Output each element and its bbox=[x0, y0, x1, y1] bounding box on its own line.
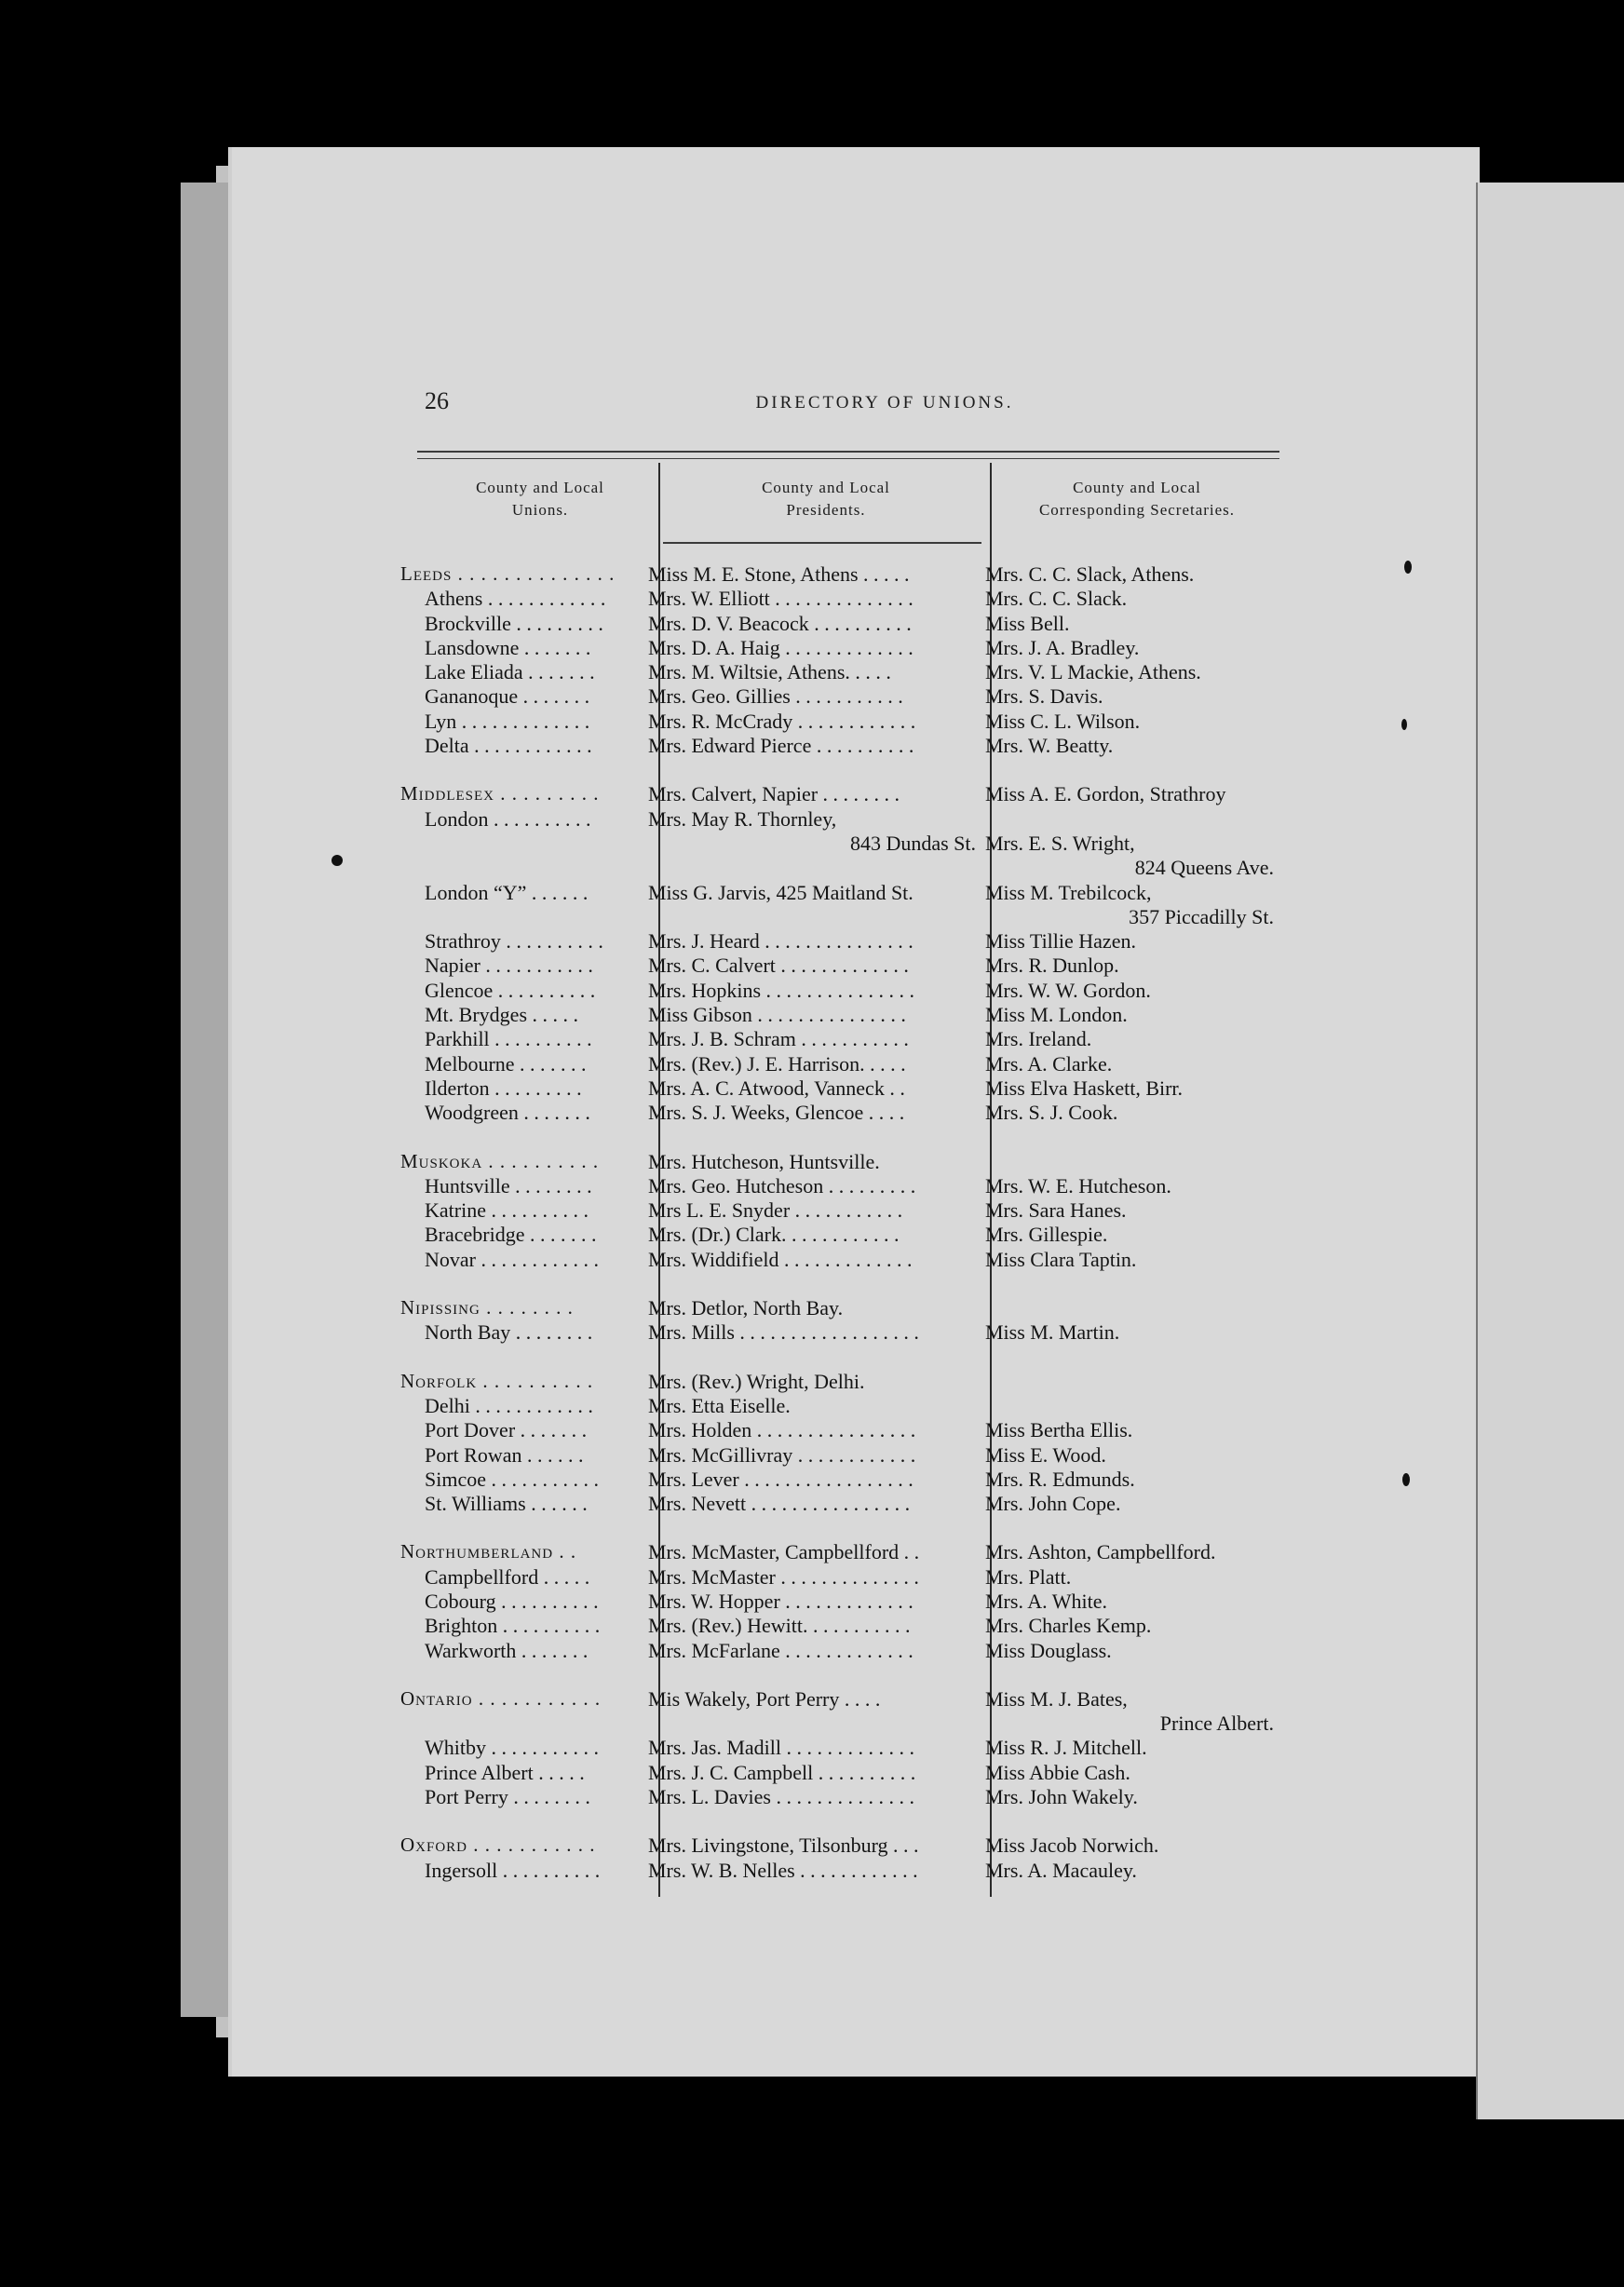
secretary-cell: Miss Clara Taptin. bbox=[985, 1247, 1137, 1271]
table-row bbox=[0, 660, 1624, 684]
column-header-presidents: County and Local Presidents. bbox=[762, 479, 890, 519]
president-cell: Mrs. Geo. Gillies . . . . . . . . . . . bbox=[648, 684, 903, 709]
local-union-cell: Ilderton . . . . . . . . . bbox=[425, 1076, 582, 1100]
secretary-cell: Miss Tillie Hazen. bbox=[985, 929, 1136, 954]
president-cell: Mrs. A. C. Atwood, Vanneck . . bbox=[648, 1076, 905, 1100]
table-row bbox=[0, 1027, 1624, 1051]
local-union-cell: Strathroy . . . . . . . . . . bbox=[425, 929, 603, 954]
secretary-cell: Miss M. Martin. bbox=[985, 1320, 1120, 1345]
table-row bbox=[0, 954, 1624, 978]
president-cell: Mrs. Mills . . . . . . . . . . . . . . . . . . bbox=[648, 1320, 919, 1345]
secretary-cell: Miss M. London. bbox=[985, 1003, 1128, 1027]
secretary-cell: Mrs. S. J. Cook. bbox=[985, 1101, 1118, 1125]
table-row bbox=[0, 856, 1624, 880]
president-cell: Mrs. Etta Eiselle. bbox=[648, 1393, 791, 1417]
president-cell: Mrs. J. B. Schram . . . . . . . . . . . bbox=[648, 1027, 909, 1051]
ink-speck bbox=[1404, 561, 1412, 574]
county-union-cell: Nipissing . . . . . . . . bbox=[400, 1296, 574, 1319]
local-union-cell: Brighton . . . . . . . . . . bbox=[425, 1614, 601, 1638]
secretary-cell: Mrs. A. White. bbox=[985, 1589, 1107, 1613]
secretary-cell: Mrs. John Cope. bbox=[985, 1492, 1121, 1516]
secretary-cell: Miss M. Trebilcock, bbox=[985, 880, 1152, 904]
secretary-cell: Mrs. Platt. bbox=[985, 1564, 1072, 1589]
president-cell: Mrs. Nevett . . . . . . . . . . . . . . . . bbox=[648, 1492, 911, 1516]
president-cell: Mrs. McFarlane . . . . . . . . . . . . . bbox=[648, 1638, 914, 1662]
local-union-cell: Mt. Brydges . . . . . bbox=[425, 1003, 578, 1027]
local-union-cell: Novar . . . . . . . . . . . . bbox=[425, 1247, 599, 1271]
ink-speck bbox=[332, 855, 343, 866]
president-cell: Mrs. (Rev.) J. E. Harrison. . . . . bbox=[648, 1051, 906, 1076]
secretary-cell: Mrs. E. S. Wright, bbox=[985, 831, 1135, 855]
president-cell: Mrs. D. A. Haig . . . . . . . . . . . . . bbox=[648, 635, 914, 659]
county-union-cell: Ontario . . . . . . . . . . . bbox=[400, 1686, 602, 1710]
president-cell: Mrs. W. Hopper . . . . . . . . . . . . . bbox=[648, 1589, 914, 1613]
secretary-cell: Miss Bertha Ellis. bbox=[985, 1418, 1133, 1442]
president-cell: Mrs. W. Elliott . . . . . . . . . . . . . . bbox=[648, 587, 914, 611]
section-gap bbox=[0, 1272, 1624, 1296]
president-cell: Mrs. D. V. Beacock . . . . . . . . . . bbox=[648, 611, 912, 635]
secretary-cell: Mrs. Ireland. bbox=[985, 1027, 1092, 1051]
local-union-cell: Delta . . . . . . . . . . . . bbox=[425, 734, 592, 758]
header-rule-bottom bbox=[417, 458, 1279, 459]
local-union-cell: Gananoque . . . . . . . bbox=[425, 684, 590, 709]
local-union-cell: Lyn . . . . . . . . . . . . . bbox=[425, 709, 590, 733]
column-header-secretaries: County and Local Corresponding Secretaries. bbox=[1038, 479, 1236, 519]
table-row bbox=[0, 1150, 1624, 1174]
table-row bbox=[0, 562, 1624, 587]
table-row bbox=[0, 1101, 1624, 1125]
section-gap bbox=[0, 1126, 1624, 1150]
secretary-cell: Mrs. Ashton, Campbellford. bbox=[985, 1540, 1216, 1564]
president-cell: Mrs. (Rev.) Wright, Delhi. bbox=[648, 1369, 865, 1393]
table-row bbox=[0, 807, 1624, 832]
secretary-cell: Mrs. R. Edmunds. bbox=[985, 1467, 1135, 1491]
president-cell: Mrs. Detlor, North Bay. bbox=[648, 1296, 844, 1320]
secretary-cell: Mrs. A. Clarke. bbox=[985, 1051, 1113, 1076]
secretary-cell: Miss M. J. Bates, bbox=[985, 1686, 1128, 1711]
table-row bbox=[0, 979, 1624, 1003]
county-union-cell: Northumberland . . bbox=[400, 1540, 577, 1563]
local-union-cell: Delhi . . . . . . . . . . . . bbox=[425, 1393, 593, 1417]
local-union-cell: Port Perry . . . . . . . . bbox=[425, 1785, 590, 1809]
table-row bbox=[0, 636, 1624, 660]
table-row bbox=[0, 1859, 1624, 1883]
secretary-cell: Miss E. Wood. bbox=[985, 1442, 1106, 1467]
president-cell: Mrs. Hopkins . . . . . . . . . . . . . . . bbox=[648, 978, 915, 1002]
county-union-cell: Muskoka . . . . . . . . . . bbox=[400, 1149, 600, 1172]
table-row bbox=[0, 710, 1624, 734]
president-cell: Miss M. E. Stone, Athens . . . . . bbox=[648, 562, 910, 586]
table-row bbox=[0, 1394, 1624, 1418]
table-row bbox=[0, 1468, 1624, 1492]
county-union-cell: Middlesex . . . . . . . . . bbox=[400, 782, 600, 805]
table-row bbox=[0, 1052, 1624, 1076]
secretary-cell: Mrs. V. L Mackie, Athens. bbox=[985, 660, 1201, 684]
local-union-cell: Warkworth . . . . . . . bbox=[425, 1638, 589, 1662]
secretary-cell: Miss Bell. bbox=[985, 611, 1070, 635]
secretary-cell: Mrs. J. A. Bradley. bbox=[985, 635, 1140, 659]
county-union-cell: Leeds . . . . . . . . . . . . . . bbox=[400, 562, 616, 585]
local-union-cell: Bracebridge . . . . . . . bbox=[425, 1223, 597, 1247]
president-cell: Mrs. Edward Pierce . . . . . . . . . . bbox=[648, 734, 914, 758]
table-row bbox=[0, 1418, 1624, 1442]
table-row bbox=[0, 1003, 1624, 1027]
secretary-cell: 824 Queens Ave. bbox=[1134, 856, 1274, 880]
local-union-cell: Lansdowne . . . . . . . bbox=[425, 635, 591, 659]
secretary-cell: Miss R. J. Mitchell. bbox=[985, 1736, 1147, 1760]
table-row bbox=[0, 1565, 1624, 1590]
table-row bbox=[0, 1687, 1624, 1712]
table-row bbox=[0, 1443, 1624, 1468]
president-cell: Mrs. Livingstone, Tilsonburg . . . bbox=[648, 1834, 919, 1858]
local-union-cell: Huntsville . . . . . . . . bbox=[425, 1173, 592, 1198]
president-cell: Mrs. L. Davies . . . . . . . . . . . . . . bbox=[648, 1785, 914, 1809]
running-title: DIRECTORY OF UNIONS. bbox=[755, 393, 1014, 413]
table-row bbox=[0, 1076, 1624, 1101]
secretary-cell: Mrs. C. C. Slack, Athens. bbox=[985, 562, 1195, 586]
table-row bbox=[0, 734, 1624, 758]
table-row bbox=[0, 1712, 1624, 1736]
secretary-cell: Mrs. Charles Kemp. bbox=[985, 1614, 1152, 1638]
directory-table bbox=[0, 562, 1624, 1883]
president-cell: Mrs. M. Wiltsie, Athens. . . . . bbox=[648, 660, 891, 684]
secretary-cell: Prince Albert. bbox=[1159, 1712, 1274, 1736]
ink-speck bbox=[1401, 719, 1407, 730]
table-row bbox=[0, 1834, 1624, 1858]
section-gap bbox=[0, 758, 1624, 782]
secretary-cell: Mrs. A. Macauley. bbox=[985, 1858, 1137, 1882]
president-cell: Mrs L. E. Snyder . . . . . . . . . . . bbox=[648, 1198, 903, 1223]
secretary-cell: Mrs. W. W. Gordon. bbox=[985, 978, 1151, 1002]
section-gap bbox=[0, 1809, 1624, 1834]
local-union-cell: Port Dover . . . . . . . bbox=[425, 1418, 588, 1442]
secretary-cell: Mrs. R. Dunlop. bbox=[985, 954, 1119, 978]
page-number: 26 bbox=[425, 387, 449, 414]
secretary-cell: Mrs. W. Beatty. bbox=[985, 734, 1114, 758]
secretary-cell: Mrs. Gillespie. bbox=[985, 1223, 1108, 1247]
table-row bbox=[0, 1223, 1624, 1247]
local-union-cell: Woodgreen . . . . . . . bbox=[425, 1101, 590, 1125]
secretary-cell: Mrs. S. Davis. bbox=[985, 684, 1103, 709]
table-row bbox=[0, 1785, 1624, 1809]
column-header-underline bbox=[663, 542, 981, 544]
table-row bbox=[0, 1370, 1624, 1394]
table-row bbox=[0, 1248, 1624, 1272]
secretary-cell: Mrs. C. C. Slack. bbox=[985, 587, 1128, 611]
president-cell: Mrs. Jas. Madill . . . . . . . . . . . . . bbox=[648, 1736, 914, 1760]
table-row bbox=[0, 1174, 1624, 1198]
county-union-cell: Oxford . . . . . . . . . . . bbox=[400, 1834, 596, 1857]
local-union-cell: Napier . . . . . . . . . . . bbox=[425, 954, 593, 978]
secretary-cell: Miss C. L. Wilson. bbox=[985, 709, 1141, 733]
table-row bbox=[0, 1590, 1624, 1614]
table-row bbox=[0, 832, 1624, 856]
local-union-cell: St. Williams . . . . . . bbox=[425, 1492, 588, 1516]
table-row bbox=[0, 612, 1624, 636]
table-row bbox=[0, 929, 1624, 954]
local-union-cell: Glencoe . . . . . . . . . . bbox=[425, 978, 596, 1002]
president-cell: Miss G. Jarvis, 425 Maitland St. bbox=[648, 880, 914, 904]
local-union-cell: Melbourne . . . . . . . bbox=[425, 1051, 587, 1076]
local-union-cell: Parkhill . . . . . . . . . . bbox=[425, 1027, 592, 1051]
president-cell: Mrs. Calvert, Napier . . . . . . . . bbox=[648, 782, 900, 806]
secretary-cell: 357 Piccadilly St. bbox=[1129, 904, 1274, 928]
president-cell: Mrs. McMaster, Campbellford . . bbox=[648, 1540, 920, 1564]
local-union-cell: Prince Albert . . . . . bbox=[425, 1760, 585, 1784]
president-cell: Mrs. Lever . . . . . . . . . . . . . . . . . bbox=[648, 1467, 914, 1491]
president-cell: Mrs. (Rev.) Hewitt. . . . . . . . . . . bbox=[648, 1614, 911, 1638]
table-row bbox=[0, 684, 1624, 709]
local-union-cell: Port Rowan . . . . . . bbox=[425, 1442, 584, 1467]
president-cell: Mrs. C. Calvert . . . . . . . . . . . . . bbox=[648, 954, 909, 978]
table-row bbox=[0, 905, 1624, 929]
local-union-cell: Whitby . . . . . . . . . . . bbox=[425, 1736, 599, 1760]
county-union-cell: Norfolk . . . . . . . . . . bbox=[400, 1369, 594, 1392]
table-row bbox=[0, 1761, 1624, 1785]
local-union-cell: Brockville . . . . . . . . . bbox=[425, 611, 603, 635]
local-union-cell: North Bay . . . . . . . . bbox=[425, 1320, 593, 1345]
president-cell: Mrs. S. J. Weeks, Glencoe . . . . bbox=[648, 1101, 905, 1125]
section-gap bbox=[0, 1346, 1624, 1370]
section-gap bbox=[0, 1663, 1624, 1687]
president-cell: Mrs. May R. Thornley, bbox=[648, 806, 837, 831]
local-union-cell: Simcoe . . . . . . . . . . . bbox=[425, 1467, 599, 1491]
table-row bbox=[0, 1296, 1624, 1320]
president-cell: Mrs. (Dr.) Clark. . . . . . . . . . . . bbox=[648, 1223, 900, 1247]
president-cell: Mrs. R. McCrady . . . . . . . . . . . . bbox=[648, 709, 916, 733]
president-cell: Mrs. Hutcheson, Huntsville. bbox=[648, 1149, 880, 1173]
president-cell: Mrs. W. B. Nelles . . . . . . . . . . . . bbox=[648, 1858, 918, 1882]
secretary-cell: Miss Elva Haskett, Birr. bbox=[985, 1076, 1184, 1100]
president-cell: Mrs. J. Heard . . . . . . . . . . . . . . . bbox=[648, 929, 914, 954]
column-header-unions: County and Local Unions. bbox=[476, 479, 604, 519]
president-cell: Mrs. J. C. Campbell . . . . . . . . . . bbox=[648, 1760, 916, 1784]
table-row bbox=[0, 1540, 1624, 1564]
secretary-cell: Miss Douglass. bbox=[985, 1638, 1112, 1662]
header-rule-top bbox=[417, 451, 1279, 453]
local-union-cell: London . . . . . . . . . . bbox=[425, 806, 591, 831]
president-cell: Mrs. Holden . . . . . . . . . . . . . . . . bbox=[648, 1418, 916, 1442]
local-union-cell: Cobourg . . . . . . . . . . bbox=[425, 1589, 599, 1613]
table-row bbox=[0, 1614, 1624, 1638]
table-row bbox=[0, 1639, 1624, 1663]
table-row bbox=[0, 1736, 1624, 1760]
local-union-cell: Campbellford . . . . . bbox=[425, 1564, 590, 1589]
secretary-cell: Miss A. E. Gordon, Strathroy bbox=[985, 782, 1226, 806]
president-cell: Mrs. Geo. Hutcheson . . . . . . . . . bbox=[648, 1173, 916, 1198]
president-cell: Mrs. McGillivray . . . . . . . . . . . . bbox=[648, 1442, 916, 1467]
president-cell: Mis Wakely, Port Perry . . . . bbox=[648, 1686, 881, 1711]
table-row bbox=[0, 1492, 1624, 1516]
secretary-cell: Mrs. Sara Hanes. bbox=[985, 1198, 1127, 1223]
section-gap bbox=[0, 1516, 1624, 1540]
table-row bbox=[0, 1198, 1624, 1223]
secretary-cell: Mrs. John Wakely. bbox=[985, 1785, 1138, 1809]
secretary-cell: Mrs. W. E. Hutcheson. bbox=[985, 1173, 1171, 1198]
president-cell: Miss Gibson . . . . . . . . . . . . . . . bbox=[648, 1003, 906, 1027]
president-cell: 843 Dundas St. bbox=[849, 831, 976, 855]
local-union-cell: Katrine . . . . . . . . . . bbox=[425, 1198, 589, 1223]
local-union-cell: Lake Eliada . . . . . . . bbox=[425, 660, 595, 684]
secretary-cell: Miss Abbie Cash. bbox=[985, 1760, 1130, 1784]
table-row bbox=[0, 881, 1624, 905]
ink-speck bbox=[1402, 1473, 1410, 1486]
local-union-cell: Ingersoll . . . . . . . . . . bbox=[425, 1858, 601, 1882]
local-union-cell: Athens . . . . . . . . . . . . bbox=[425, 587, 606, 611]
president-cell: Mrs. Widdifield . . . . . . . . . . . . . bbox=[648, 1247, 913, 1271]
table-row bbox=[0, 1320, 1624, 1345]
president-cell: Mrs. McMaster . . . . . . . . . . . . . . bbox=[648, 1564, 919, 1589]
local-union-cell: London “Y” . . . . . . bbox=[425, 880, 589, 904]
table-row bbox=[0, 782, 1624, 806]
secretary-cell: Miss Jacob Norwich. bbox=[985, 1834, 1159, 1858]
table-row bbox=[0, 587, 1624, 611]
